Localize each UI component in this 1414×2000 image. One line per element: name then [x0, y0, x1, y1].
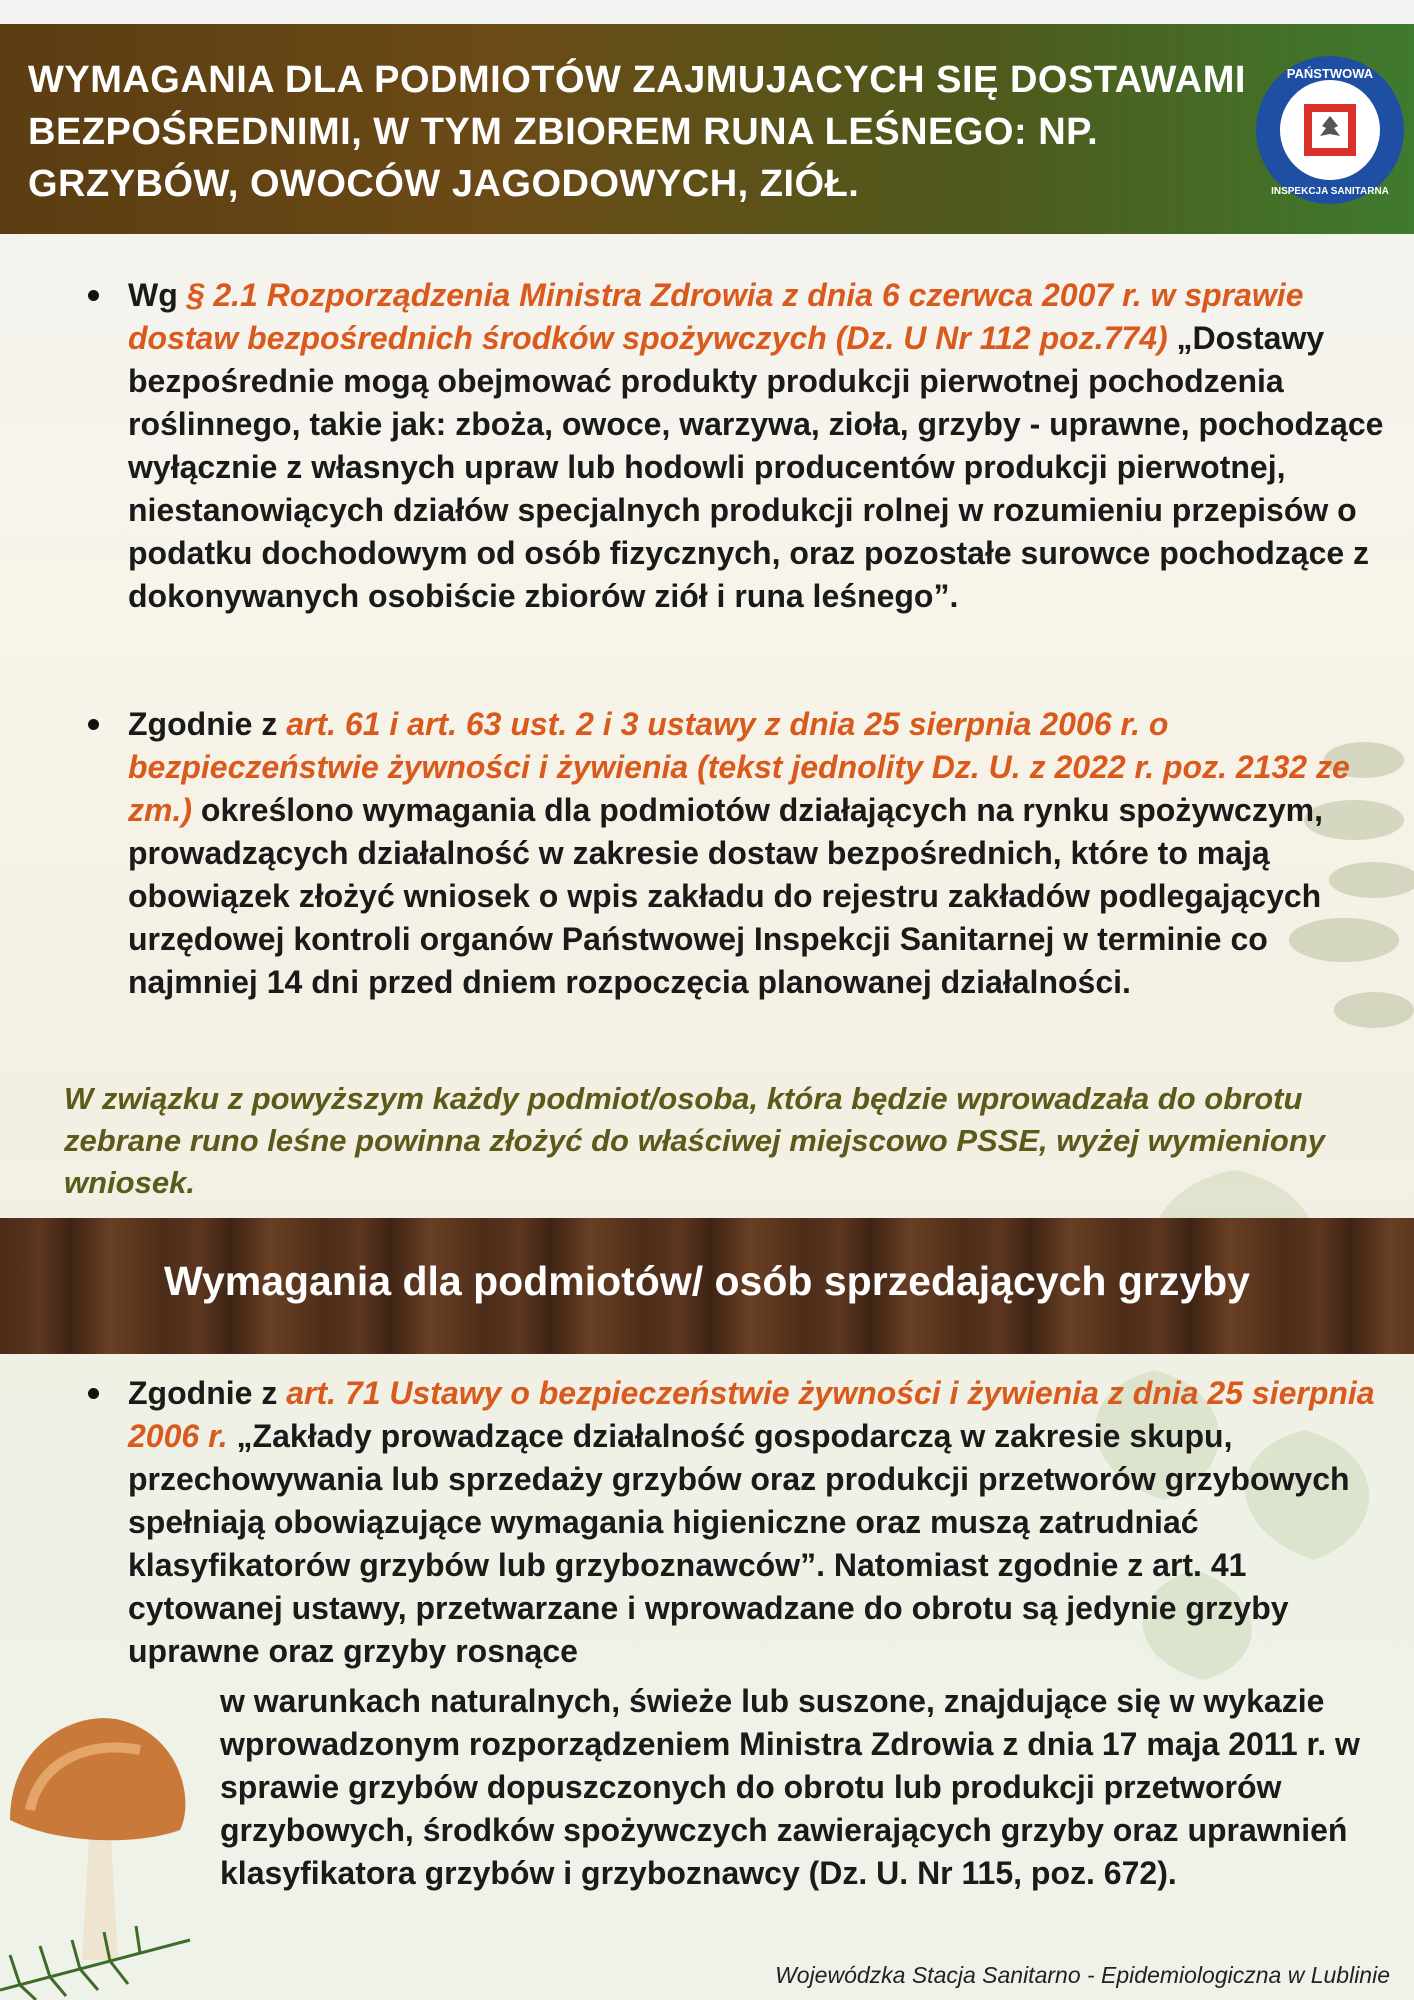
- bullet-lead: Zgodnie z: [128, 706, 287, 742]
- bullet-body: określono wymagania dla podmiotów działających na rynku spożywczym, prowadzących działalność w zakresie dostaw bezpośrednich, które to mają obowiązek złożyć wniosek o wpis zakładu do rejestru zakładów podlegających urzędowej kontroli organów Państwowej Inspekcji Sanitarnej w terminie co najmniej 14 dni przed dniem rozpoczęcia planowanej działalności.: [128, 792, 1323, 1000]
- bullet-dot: [88, 719, 99, 730]
- header-banner: [0, 24, 1414, 234]
- bullet-food-safety-act: [88, 703, 1378, 1004]
- logo-text-bottom: INSPEKCJA SANITARNA: [1271, 186, 1389, 197]
- bullet-body: „Zakłady prowadzące działalność gospodarczą w zakresie skupu, przechowywania lub sprzedaży grzybów oraz produkcji przetworów grzybowych spełniają obowiązujące wymagania higieniczne oraz muszą zatrudniać klasyfikatorów grzybów lub grzyboznawców”. Natomiast zgodnie z art. 41 cytowanej ustawy, przetwarzane i wprowadzane do obrotu są jedynie grzyby uprawne oraz grzyby rosnące: [128, 1418, 1350, 1669]
- legal-reference: art. 71 Ustawy o bezpieczeństwie żywności i żywienia z dnia 25 sierpnia 2006 r.: [128, 1375, 1375, 1454]
- section-title: Wymagania dla podmiotów/ osób sprzedających grzyby: [164, 1258, 1250, 1304]
- section-banner: [0, 1218, 1414, 1354]
- page-title: WYMAGANIA DLA PODMIOTÓW ZAJMUJACYCH SIĘ DOSTAWAMI BEZPOŚREDNIMI, W TYM ZBIOREM RUNA LEŚNEGO: NP. GRZYBÓW, OWOCÓW JAGODOWYCH, ZIÓŁ.: [28, 59, 1246, 205]
- bullet-paragraph: [128, 1372, 1388, 1673]
- summary-note: W związku z powyższym każdy podmiot/osoba, która będzie wprowadzała do obrotu zebrane runo leśne powinna złożyć do właściwej miejscowo PSSE, wyżej wymieniony wniosek.: [64, 1081, 1326, 1200]
- bullet-continuation: w warunkach naturalnych, świeże lub suszone, znajdujące się w wykazie wprowadzonym rozporządzeniem Ministra Zdrowia z dnia 17 maja 2011 r. w sprawie grzybów dopuszczonych do obrotu lub produkcji przetworów grzybowych, środków spożywczych zawierających grzyby oraz uprawnień klasyfikatora grzybów i grzyboznawcy (Dz. U. Nr 115, poz. 672).: [220, 1683, 1360, 1891]
- mushroom-illustration: [0, 1700, 200, 2000]
- legal-reference: art. 61 i art. 63 ust. 2 i 3 ustawy z dnia 25 sierpnia 2006 r. o bezpieczeństwie żywności i żywienia (tekst jednolity Dz. U. z 2022 r. poz. 2132 ze zm.): [128, 706, 1350, 828]
- bullet-mushroom-sales: [88, 1372, 1388, 1673]
- bullet-direct-supply-regulation: [88, 274, 1388, 618]
- bullet-body: „Dostawy bezpośrednie mogą obejmować produkty produkcji pierwotnej pochodzenia roślinnego, takie jak: zboża, owoce, warzywa, zioła, grzyby - uprawne, pochodzące wyłącznie z własnych upraw lub hodowli producentów produkcji pierwotnej, niestanowiących działów specjalnych produkcji rolnej w rozumieniu przepisów o podatku dochodowym od osób fizycznych, oraz pozostałe surowce pochodzące z dokonywanych osobiście zbiorów ziół i runa leśnego”.: [128, 320, 1384, 614]
- bullet-dot: [88, 1388, 99, 1399]
- bullet-paragraph: [128, 703, 1378, 1004]
- legal-reference: § 2.1 Rozporządzenia Ministra Zdrowia z dnia 6 czerwca 2007 r. w sprawie dostaw bezpośrednich środków spożywczych (Dz. U Nr 112 poz.774): [128, 277, 1304, 356]
- sanitary-inspection-logo: [1256, 56, 1404, 204]
- bullet-lead: Wg: [128, 277, 187, 313]
- logo-text-top: PAŃSTWOWA: [1286, 66, 1374, 81]
- bullet-dot: [88, 290, 99, 301]
- footer-institution: Wojewódzka Stacja Sanitarno - Epidemiologiczna w Lublinie: [775, 1962, 1390, 1988]
- bullet-paragraph: [128, 274, 1388, 618]
- bullet-lead: Zgodnie z: [128, 1375, 287, 1411]
